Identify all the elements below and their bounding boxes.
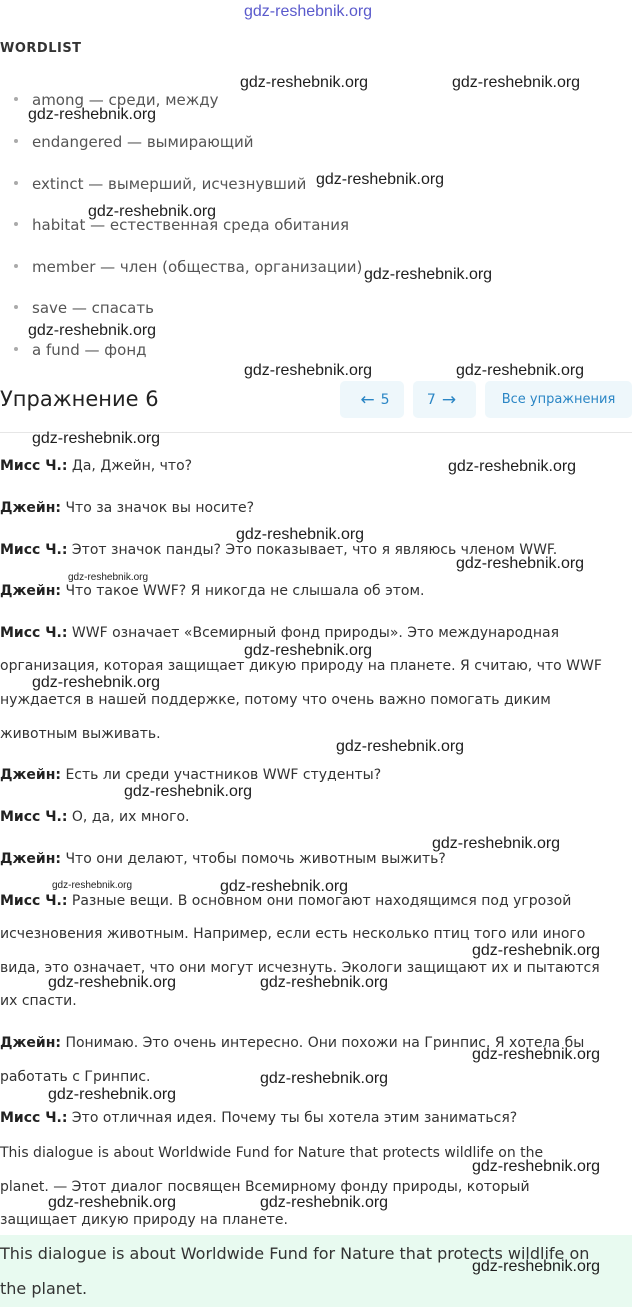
dialogue-line: исчезновения животным. Например, если есть несколько птиц того или иного [0,926,586,942]
exercise-title: Упражнение 6 [0,387,159,411]
dialogue-line: животным выживать. [0,726,161,742]
dialogue-line: Мисс Ч.: Разные вещи. В основном они помогают находящимся под угрозой [0,893,572,909]
answer-line: This dialogue is about Worldwide Fund for Nature that protects wildlife on [0,1244,590,1263]
watermark: gdz-reshebnik.org [48,974,177,991]
bullet-icon [14,305,18,309]
watermark: gdz-reshebnik.org [260,1070,389,1087]
dialogue-line: Мисс Ч.: Да, Джейн, что? [0,458,193,474]
watermark: gdz-reshebnik.org [260,1194,389,1211]
list-item: save — спасать [14,299,154,317]
dialogue-line: нуждается в нашей поддержке, потому что очень важно помогать диким [0,692,551,708]
bullet-icon [14,181,18,185]
dialogue-line: Джейн: Что за значок вы носите? [0,500,255,516]
dialogue-line: Джейн: Что они делают, чтобы помочь животным выжить? [0,851,446,867]
dialogue-line: работать с Гринпис. [0,1069,151,1085]
watermark: gdz-reshebnik.org [448,458,577,475]
watermark: gdz-reshebnik.org [68,572,149,583]
bullet-icon [14,264,18,268]
dialogue-line: вида, это означает, что они могут исчезнуть. Экологи защищают их и пытаются [0,960,600,976]
watermark: gdz-reshebnik.org [336,738,465,755]
watermark: gdz-reshebnik.org [456,555,585,572]
watermark: gdz-reshebnik.org [28,322,157,339]
dialogue-line: Мисс Ч.: Это отличная идея. Почему ты бы хотела этим заниматься? [0,1110,518,1126]
dialogue-line: организация, которая защищает дикую природу на планете. Я считаю, что WWF [0,658,602,674]
bullet-icon [14,222,18,226]
watermark: gdz-reshebnik.org [432,835,561,852]
watermark: gdz-reshebnik.org [260,974,389,991]
watermark: gdz-reshebnik.org [32,674,161,691]
bullet-icon [14,97,18,101]
list-item: habitat — естественная среда обитания [14,216,349,234]
watermark: gdz-reshebnik.org [48,1086,177,1103]
watermark: gdz-reshebnik.org [316,171,445,188]
summary-line: This dialogue is about Worldwide Fund for Nature that protects wildlife on the [0,1145,544,1161]
wordlist-title: WORDLIST [0,41,82,56]
watermark: gdz-reshebnik.org [364,266,493,283]
watermark: gdz-reshebnik.org [240,74,369,91]
list-item: endangered — вымирающий [14,133,254,151]
bullet-icon [14,139,18,143]
list-item: among — среди, между [14,91,219,109]
prev-exercise-button[interactable]: ← 5 [340,381,404,418]
next-exercise-button[interactable]: 7 → [413,381,476,418]
watermark: gdz-reshebnik.org [244,642,373,659]
list-item: extinct — вымерший, исчезнувший [14,175,306,193]
bullet-icon [14,347,18,351]
dialogue-line: Джейн: Что такое WWF? Я никогда не слышала об этом. [0,583,425,599]
watermark: gdz-reshebnik.org [472,1158,601,1175]
dialogue-line: Мисс Ч.: Этот значок панды? Это показывает, что я являюсь членом WWF. [0,542,558,558]
watermark: gdz-reshebnik.org [472,1258,601,1275]
dialogue-line: Мисс Ч.: О, да, их много. [0,809,190,825]
watermark: gdz-reshebnik.org [124,783,253,800]
dialogue-line: Джейн: Есть ли среди участников WWF студенты? [0,767,382,783]
answer-line: the planet. [0,1279,88,1298]
dialogue-line: Джейн: Понимаю. Это очень интересно. Они похожи на Гринпис. Я хотела бы [0,1035,585,1051]
watermark: gdz-reshebnik.org [48,1194,177,1211]
watermark: gdz-reshebnik.org [452,74,581,91]
all-exercises-button[interactable]: Все упражнения [485,381,632,418]
list-item: a fund — фонд [14,341,147,359]
summary-line: защищает дикую природу на планете. [0,1212,288,1228]
watermark: gdz-reshebnik.org [88,203,217,220]
watermark: gdz-reshebnik.org [472,942,601,959]
watermark: gdz-reshebnik.org [244,362,373,379]
watermark: gdz-reshebnik.org [28,106,157,123]
watermark: gdz-reshebnik.org [220,878,349,895]
dialogue-line: Мисс Ч.: WWF означает «Всемирный фонд природы». Это международная [0,625,560,641]
watermark: gdz-reshebnik.org [236,526,365,543]
list-item: member — член (общества, организации) [14,258,362,276]
watermark: gdz-reshebnik.org [52,880,133,891]
watermark: gdz-reshebnik.org [32,430,161,447]
arrow-right-icon: → [441,389,457,410]
arrow-left-icon: ← [360,389,375,410]
watermark: gdz-reshebnik.org [472,1046,601,1063]
watermark: gdz-reshebnik.org [456,362,585,379]
watermark: gdz-reshebnik.org [244,3,373,20]
dialogue-line: их спасти. [0,993,77,1009]
summary-line: planet. — Этот диалог посвящен Всемирному фонду природы, который [0,1179,530,1195]
